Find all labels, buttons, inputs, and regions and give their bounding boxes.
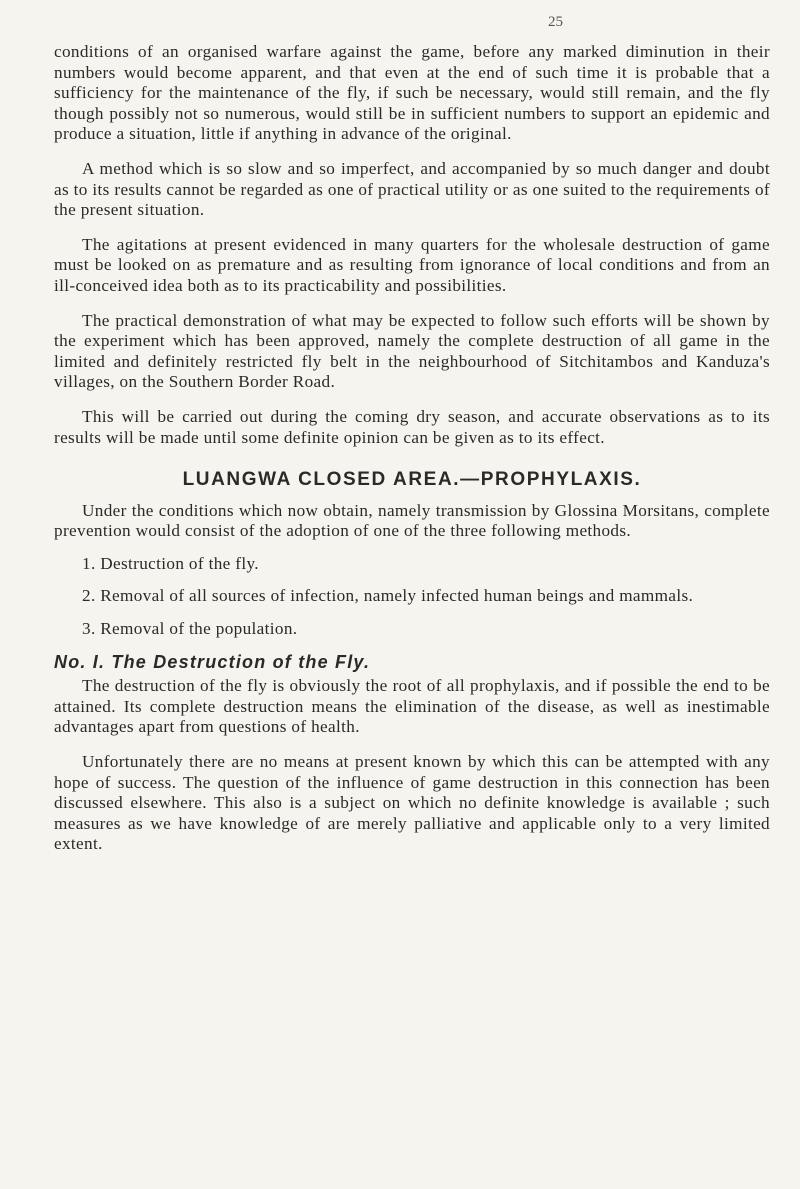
page-number: 25: [548, 14, 563, 30]
section-heading: LUANGWA CLOSED AREA.—PROPHYLAXIS.: [182, 469, 642, 491]
paragraph-agitations: The agitations at present evidenced in many quarters for the wholesale destruction of game must be looked on as premature and as resulting from ignorance of local conditions and from an ill-conceived idea both as to its practicability and possibilities.: [54, 234, 770, 295]
paragraph-continuation: conditions of an organised warfare against the game, before any marked diminution in their numbers would become apparent, and that even at the end of such time it is probable that a sufficiency for the maintenance of the fly, if such be necessary, would still remain, and the fly though possibly not so numerous, would still be in sufficient numbers to support an epidemic and produce a situation, little if anything in advance of the original.: [54, 42, 770, 144]
paragraph-demonstration: The practical demonstration of what may be expected to follow such efforts will be shown by the experiment which has been approved, namely the complete destruction of all game in the limited and definitely restricted fly belt in the neighbourhood of Sitchitambos and Kanduza's villages, on the Southern Border Road.: [54, 310, 770, 392]
list-item-2: 2. Removal of all sources of infection, namely infected human beings and mammals.: [82, 586, 694, 606]
body-text: [54, 42, 770, 869]
subsection-paragraph-2: Unfortunately there are no means at present known by which this can be attempted with any hope of success. The question of the influence of game destruction in this connection has been discussed elsewhere. This also is a subject on which no definite knowledge is available ; such measures as we have knowledge of are merely palliative and applicable only to a very limited extent.: [54, 752, 770, 854]
paragraph-method: A method which is so slow and so imperfect, and accompanied by so much danger and doubt as to its results cannot be regarded as one of practical utility or as one suited to the requirements of the present situation.: [54, 158, 770, 220]
section-intro: Under the conditions which now obtain, namely transmission by Glossina Morsitans, complete prevention would consist of the adoption of one of the three following methods.: [54, 500, 770, 541]
subsection-paragraph-1: The destruction of the fly is obviously the root of all prophylaxis, and if possible the end to be attained. Its complete destruction means the elimination of the disease, as well as inestimable advantages apart from questions of health.: [54, 676, 770, 737]
list-item-1: 1. Destruction of the fly.: [82, 553, 259, 573]
paragraph-dry-season: This will be carried out during the coming dry season, and accurate observations as to its results will be made until some definite opinion can be given as to its effect.: [54, 406, 770, 447]
list-item-3: 3. Removal of the population.: [82, 619, 298, 639]
subsection-heading: No. I. The Destruction of the Fly.: [54, 651, 371, 672]
